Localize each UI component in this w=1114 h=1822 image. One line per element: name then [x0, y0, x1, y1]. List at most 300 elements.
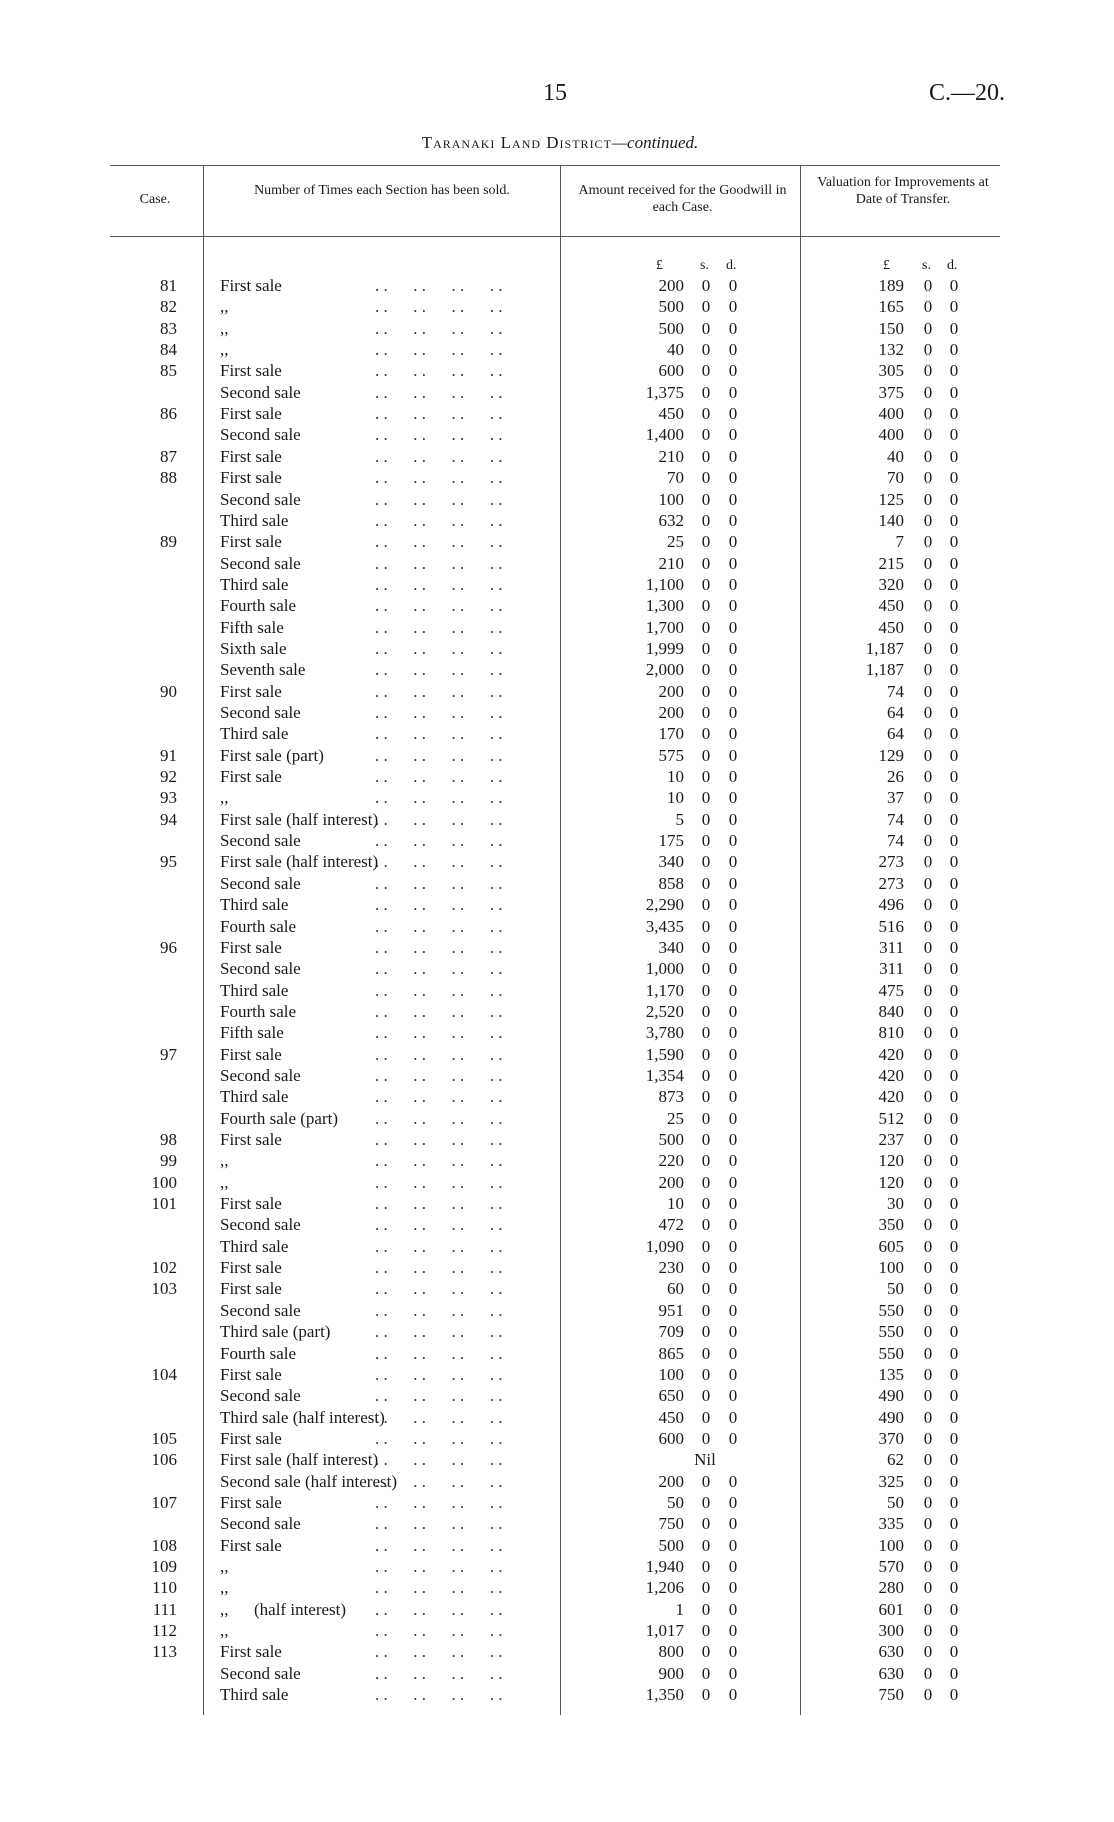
- valuation-shillings: 0: [923, 1279, 933, 1299]
- valuation-pence: 0: [949, 638, 959, 658]
- dot-leader: . . . . . . . .: [375, 1215, 503, 1235]
- goodwill-pounds-heading: £: [656, 258, 663, 273]
- valuation-shillings: 0: [923, 596, 933, 616]
- sale-description: Second sale: [220, 1514, 301, 1534]
- valuation-pounds: 135: [878, 1364, 904, 1384]
- sale-description: Third sale: [220, 574, 289, 594]
- goodwill-pounds: 100: [658, 489, 684, 509]
- sale-description: ,,: [220, 340, 229, 360]
- goodwill-pence: 0: [728, 425, 738, 445]
- valuation-pounds: 1,187: [865, 660, 904, 680]
- valuation-pence: 0: [949, 1172, 959, 1192]
- goodwill-pence: 0: [728, 1386, 738, 1406]
- dot-leader: . . . . . . . .: [375, 1599, 503, 1619]
- valuation-shillings: 0: [923, 873, 933, 893]
- goodwill-shillings: 0: [701, 297, 711, 317]
- valuation-shillings: 0: [923, 1322, 933, 1342]
- goodwill-pence: 0: [728, 1172, 738, 1192]
- goodwill-shillings: 0: [701, 1407, 711, 1427]
- dot-leader: . . . . . . . .: [375, 425, 503, 445]
- sale-description: Third sale: [220, 724, 289, 744]
- valuation-shillings: 0: [923, 361, 933, 381]
- goodwill-shillings: 0: [701, 1685, 711, 1705]
- valuation-shillings: 0: [923, 446, 933, 466]
- valuation-shillings: 0: [923, 916, 933, 936]
- goodwill-shillings: 0: [701, 703, 711, 722]
- table-row: [0, 318, 1114, 339]
- valuation-pounds: 311: [879, 959, 904, 979]
- sale-description: Second sale: [220, 382, 301, 402]
- sale-description: ,,: [220, 1172, 229, 1192]
- goodwill-shillings: 0: [701, 724, 711, 744]
- table-row: [0, 702, 1114, 723]
- valuation-pounds: 26: [887, 767, 904, 787]
- goodwill-pence: 0: [728, 468, 738, 488]
- valuation-pounds: 165: [878, 297, 904, 317]
- goodwill-pounds: 1,350: [645, 1685, 684, 1705]
- goodwill-pounds: 210: [658, 553, 684, 573]
- case-number: 83: [160, 318, 177, 338]
- valuation-pounds: 140: [878, 510, 904, 530]
- goodwill-shillings: 0: [701, 1087, 711, 1107]
- sale-description: Fourth sale (part): [220, 1108, 339, 1128]
- dot-leader: . . . . . . . .: [375, 1279, 503, 1299]
- goodwill-pence: 0: [728, 1279, 738, 1299]
- valuation-pence: 0: [949, 959, 959, 979]
- valuation-shillings: 0: [923, 1386, 933, 1406]
- case-number: 111: [152, 1599, 177, 1619]
- valuation-pounds: 50: [887, 1492, 904, 1512]
- sale-description: First sale: [220, 1044, 282, 1064]
- valuation-shillings: 0: [923, 703, 933, 722]
- valuation-shillings: 0: [923, 532, 933, 552]
- valuation-shillings: 0: [923, 1621, 933, 1641]
- sale-description: First sale (half interest): [220, 1450, 379, 1470]
- case-number: 95: [160, 852, 177, 872]
- goodwill-pounds: 500: [658, 1130, 684, 1149]
- valuation-pounds: 450: [878, 617, 904, 637]
- goodwill-pence: 0: [728, 446, 738, 466]
- goodwill-pence-heading: d.: [726, 258, 737, 273]
- table-row: [0, 382, 1114, 403]
- goodwill-pounds: 1,590: [645, 1044, 684, 1064]
- goodwill-pence: 0: [728, 1407, 738, 1427]
- valuation-shillings: 0: [923, 959, 933, 979]
- dot-leader: . . . . . . . .: [375, 340, 503, 360]
- dot-leader: . . . . . . . .: [375, 1663, 503, 1683]
- goodwill-pence: 0: [728, 1258, 738, 1278]
- valuation-shillings: 0: [923, 1172, 933, 1192]
- case-number: 88: [160, 468, 177, 488]
- goodwill-pence: 0: [728, 276, 738, 295]
- goodwill-pounds: 951: [658, 1300, 684, 1320]
- goodwill-pounds: 210: [658, 446, 684, 466]
- goodwill-pence: 0: [728, 1065, 738, 1085]
- valuation-pence: 0: [949, 1599, 959, 1619]
- valuation-pounds: 74: [887, 809, 904, 829]
- goodwill-shillings: 0: [701, 788, 711, 808]
- valuation-pounds: 74: [887, 681, 904, 701]
- valuation-pounds: 7: [895, 532, 904, 552]
- goodwill-pence: 0: [728, 1642, 738, 1662]
- case-number: 84: [160, 340, 177, 360]
- goodwill-pence: 0: [728, 1108, 738, 1128]
- valuation-shillings: 0: [923, 425, 933, 445]
- table-row: [0, 1556, 1114, 1577]
- goodwill-pounds: 600: [658, 1428, 684, 1448]
- goodwill-pence: 0: [728, 937, 738, 957]
- title-continued: —continued.: [611, 133, 699, 152]
- goodwill-shillings: 0: [701, 382, 711, 402]
- valuation-shillings-heading: s.: [922, 258, 931, 273]
- valuation-pounds: 496: [878, 895, 904, 915]
- goodwill-pence: 0: [728, 489, 738, 509]
- valuation-pence: 0: [949, 767, 959, 787]
- valuation-pounds: 215: [878, 553, 904, 573]
- valuation-pence: 0: [949, 681, 959, 701]
- valuation-pounds: 125: [878, 489, 904, 509]
- valuation-pounds: 570: [878, 1557, 904, 1576]
- sale-description: Seventh sale: [220, 660, 306, 680]
- goodwill-pence: 0: [728, 1151, 738, 1171]
- sale-description: ,,: [220, 318, 229, 338]
- goodwill-shillings: 0: [701, 532, 711, 552]
- goodwill-pounds: 230: [658, 1258, 684, 1278]
- valuation-pounds: 40: [887, 446, 904, 466]
- goodwill-pounds: 2,520: [645, 1001, 684, 1021]
- dot-leader: . . . . . . . .: [375, 532, 503, 552]
- dot-leader: . . . . . . . .: [375, 852, 503, 872]
- valuation-pounds: 273: [878, 873, 904, 893]
- dot-leader: . . . . . . . .: [375, 831, 503, 851]
- goodwill-shillings: 0: [701, 937, 711, 957]
- valuation-pounds: 100: [878, 1258, 904, 1278]
- valuation-shillings: 0: [923, 980, 933, 1000]
- goodwill-pounds: 632: [658, 510, 684, 530]
- sale-description: First sale: [220, 532, 282, 552]
- table-row: [0, 851, 1114, 872]
- sale-description: ,, (half interest): [220, 1599, 347, 1619]
- dot-leader: . . . . . . . .: [375, 1343, 503, 1363]
- valuation-pence: 0: [949, 1685, 959, 1705]
- valuation-pence: 0: [949, 745, 959, 765]
- goodwill-shillings: 0: [701, 895, 711, 915]
- dot-leader: . . . . . . . .: [375, 980, 503, 1000]
- goodwill-pounds: 10: [667, 1194, 684, 1214]
- dot-leader: . . . . . . . .: [375, 1258, 503, 1278]
- valuation-shillings: 0: [923, 404, 933, 424]
- goodwill-pence: 0: [728, 1471, 738, 1491]
- valuation-pounds: 64: [887, 703, 904, 722]
- dot-leader: . . . . . . . .: [375, 1322, 503, 1342]
- case-number: 90: [160, 681, 177, 701]
- sale-description: First sale (half interest): [220, 809, 379, 829]
- goodwill-pence: 0: [728, 1685, 738, 1705]
- valuation-pounds: 450: [878, 596, 904, 616]
- sale-description: Second sale: [220, 703, 301, 722]
- dot-leader: . . . . . . . .: [375, 297, 503, 317]
- valuation-shillings: 0: [923, 1194, 933, 1214]
- valuation-pence: 0: [949, 318, 959, 338]
- table-row: [0, 638, 1114, 659]
- table-row: [0, 1193, 1114, 1214]
- valuation-shillings: 0: [923, 1514, 933, 1534]
- goodwill-shillings: 0: [701, 1023, 711, 1043]
- goodwill-shillings: 0: [701, 489, 711, 509]
- sale-description: First sale (part): [220, 745, 324, 765]
- sale-description: Second sale: [220, 959, 301, 979]
- valuation-shillings: 0: [923, 1364, 933, 1384]
- sale-description: First sale: [220, 767, 282, 787]
- goodwill-pence: 0: [728, 1621, 738, 1641]
- goodwill-pounds: 900: [658, 1663, 684, 1683]
- table-row: [0, 1257, 1114, 1278]
- sale-description: Second sale: [220, 1300, 301, 1320]
- goodwill-pounds: 1,999: [645, 638, 684, 658]
- goodwill-shillings: 0: [701, 1215, 711, 1235]
- valuation-pence: 0: [949, 1578, 959, 1598]
- table-row: [0, 275, 1114, 296]
- goodwill-pence: 0: [728, 382, 738, 402]
- dot-leader: . . . . . . . .: [375, 617, 503, 637]
- page-number: 15: [543, 80, 567, 106]
- goodwill-pounds: 70: [667, 468, 684, 488]
- sale-description: First sale: [220, 468, 282, 488]
- sale-description: Fourth sale: [220, 1343, 297, 1363]
- goodwill-shillings: 0: [701, 1130, 711, 1149]
- case-number: 96: [160, 937, 177, 957]
- goodwill-pounds: 600: [658, 361, 684, 381]
- table-row: [0, 1620, 1114, 1641]
- sale-description: Third sale: [220, 1236, 289, 1256]
- valuation-pence: 0: [949, 382, 959, 402]
- valuation-pounds: 120: [878, 1172, 904, 1192]
- table-row: [0, 553, 1114, 574]
- table-row: [0, 745, 1114, 766]
- table-row: [0, 1150, 1114, 1171]
- goodwill-pence: 0: [728, 1300, 738, 1320]
- goodwill-pounds: 40: [667, 340, 684, 360]
- goodwill-pence: 0: [728, 959, 738, 979]
- valuation-pence: 0: [949, 1322, 959, 1342]
- goodwill-pence: 0: [728, 767, 738, 787]
- dot-leader: . . . . . . . .: [375, 1364, 503, 1384]
- sale-description: First sale: [220, 276, 282, 295]
- dot-leader: . . . . . . . .: [375, 767, 503, 787]
- table-row: [0, 1065, 1114, 1086]
- table-row: [0, 1214, 1114, 1235]
- goodwill-pence: 0: [728, 340, 738, 360]
- sale-description: ,,: [220, 1151, 229, 1171]
- goodwill-shillings: 0: [701, 852, 711, 872]
- valuation-pence: 0: [949, 916, 959, 936]
- goodwill-pence: 0: [728, 1215, 738, 1235]
- valuation-shillings: 0: [923, 1151, 933, 1171]
- goodwill-shillings: 0: [701, 1364, 711, 1384]
- valuation-shillings: 0: [923, 1108, 933, 1128]
- valuation-pence: 0: [949, 489, 959, 509]
- valuation-shillings: 0: [923, 468, 933, 488]
- sale-description: First sale: [220, 1364, 282, 1384]
- table-row: [0, 1321, 1114, 1342]
- valuation-pence: 0: [949, 980, 959, 1000]
- sale-description: Third sale (part): [220, 1322, 331, 1342]
- valuation-pence: 0: [949, 1258, 959, 1278]
- case-number: 89: [160, 532, 177, 552]
- dot-leader: . . . . . . . .: [375, 382, 503, 402]
- valuation-pence: 0: [949, 361, 959, 381]
- dot-leader: . . . . . . . .: [375, 1236, 503, 1256]
- goodwill-pounds: 200: [658, 1471, 684, 1491]
- dot-leader: . . . . . . . .: [375, 446, 503, 466]
- valuation-pounds: 1,187: [865, 638, 904, 658]
- valuation-pence: 0: [949, 1023, 959, 1043]
- case-number: 113: [152, 1642, 177, 1662]
- table-row: [0, 296, 1114, 317]
- goodwill-shillings: 0: [701, 276, 711, 295]
- valuation-shillings: 0: [923, 681, 933, 701]
- table-row: [0, 1300, 1114, 1321]
- case-number: 103: [151, 1279, 177, 1299]
- valuation-pounds: 375: [878, 382, 904, 402]
- case-number: 82: [160, 297, 177, 317]
- sale-description: ,,: [220, 788, 229, 808]
- goodwill-shillings: 0: [701, 1428, 711, 1448]
- goodwill-pence: 0: [728, 318, 738, 338]
- goodwill-shillings: 0: [701, 1044, 711, 1064]
- goodwill-shillings: 0: [701, 1642, 711, 1662]
- case-number: 104: [151, 1364, 177, 1384]
- valuation-pounds: 512: [878, 1108, 904, 1128]
- dot-leader: . . . . . . . .: [375, 809, 503, 829]
- valuation-shillings: 0: [923, 1236, 933, 1256]
- sale-description: Third sale: [220, 1685, 289, 1705]
- valuation-pounds: 370: [878, 1428, 904, 1448]
- sale-description: Fourth sale: [220, 916, 297, 936]
- valuation-pounds: 490: [878, 1407, 904, 1427]
- sale-description: First sale: [220, 1130, 282, 1149]
- goodwill-pounds: 25: [667, 532, 684, 552]
- table-row: [0, 1663, 1114, 1684]
- table-row: [0, 424, 1114, 445]
- goodwill-shillings: 0: [701, 660, 711, 680]
- dot-leader: . . . . . . . .: [375, 361, 503, 381]
- goodwill-pounds: 800: [658, 1642, 684, 1662]
- goodwill-shillings: 0: [701, 638, 711, 658]
- dot-leader: . . . . . . . .: [375, 318, 503, 338]
- sale-description: First sale: [220, 404, 282, 424]
- sale-description: Third sale: [220, 1087, 289, 1107]
- valuation-shillings: 0: [923, 724, 933, 744]
- valuation-pounds: 30: [887, 1194, 904, 1214]
- valuation-pence: 0: [949, 1044, 959, 1064]
- sale-description: Fourth sale: [220, 596, 297, 616]
- goodwill-pounds: 1,354: [645, 1065, 684, 1085]
- sale-description: First sale: [220, 1642, 282, 1662]
- dot-leader: . . . . . . . .: [375, 1685, 503, 1705]
- valuation-pounds-heading: £: [883, 258, 890, 273]
- table-row: [0, 766, 1114, 787]
- goodwill-pence: 0: [728, 1428, 738, 1448]
- goodwill-shillings: 0: [701, 1001, 711, 1021]
- sale-description: First sale (half interest): [220, 852, 379, 872]
- goodwill-shillings: 0: [701, 1108, 711, 1128]
- valuation-pence: 0: [949, 895, 959, 915]
- goodwill-pounds: 1,090: [645, 1236, 684, 1256]
- goodwill-pence: 0: [728, 1130, 738, 1149]
- valuation-pounds: 70: [887, 468, 904, 488]
- valuation-pounds: 630: [878, 1642, 904, 1662]
- goodwill-pounds: 25: [667, 1108, 684, 1128]
- sale-description: First sale: [220, 1492, 282, 1512]
- case-number: 87: [160, 446, 177, 466]
- goodwill-pounds: 500: [658, 1535, 684, 1555]
- goodwill-pence: 0: [728, 1044, 738, 1064]
- case-number: 91: [160, 745, 177, 765]
- goodwill-pounds: 450: [658, 1407, 684, 1427]
- valuation-shillings: 0: [923, 1428, 933, 1448]
- goodwill-pounds: 2,290: [645, 895, 684, 915]
- valuation-pence: 0: [949, 1492, 959, 1512]
- dot-leader: . . . . . . . .: [375, 1471, 503, 1491]
- document-reference: C.—20.: [928, 80, 1005, 106]
- goodwill-pounds: 1,000: [645, 959, 684, 979]
- valuation-pounds: 311: [879, 937, 904, 957]
- dot-leader: . . . . . . . .: [375, 703, 503, 722]
- goodwill-pounds: 709: [658, 1322, 684, 1342]
- goodwill-pounds: 472: [658, 1215, 684, 1235]
- table-title: [300, 133, 820, 153]
- sale-description: ,,: [220, 1578, 229, 1598]
- goodwill-shillings: 0: [701, 767, 711, 787]
- goodwill-pounds: 175: [658, 831, 684, 851]
- valuation-pence: 0: [949, 468, 959, 488]
- goodwill-pence: 0: [728, 895, 738, 915]
- goodwill-pence: 0: [728, 361, 738, 381]
- dot-leader: . . . . . . . .: [375, 1621, 503, 1641]
- goodwill-pounds: 1,940: [645, 1557, 684, 1576]
- case-number: 100: [151, 1172, 177, 1192]
- dot-leader: . . . . . . . .: [375, 1300, 503, 1320]
- valuation-pence: 0: [949, 1215, 959, 1235]
- dot-leader: . . . . . . . .: [375, 1386, 503, 1406]
- table-row: [0, 1129, 1114, 1150]
- dot-leader: . . . . . . . .: [375, 1108, 503, 1128]
- valuation-pence: 0: [949, 596, 959, 616]
- valuation-pounds: 64: [887, 724, 904, 744]
- dot-leader: . . . . . . . .: [375, 1535, 503, 1555]
- valuation-shillings: 0: [923, 1065, 933, 1085]
- valuation-pence: 0: [949, 1428, 959, 1448]
- case-number: 94: [160, 809, 177, 829]
- valuation-pence: 0: [949, 276, 959, 295]
- goodwill-pounds: 10: [667, 788, 684, 808]
- sale-description: Sixth sale: [220, 638, 287, 658]
- valuation-shillings: 0: [923, 297, 933, 317]
- table-row: [0, 659, 1114, 680]
- valuation-shillings: 0: [923, 937, 933, 957]
- valuation-pence: 0: [949, 1364, 959, 1384]
- goodwill-pence: 0: [728, 745, 738, 765]
- case-number: 97: [160, 1044, 177, 1064]
- goodwill-nil: Nil: [694, 1450, 716, 1470]
- goodwill-pounds: 1: [675, 1599, 684, 1619]
- case-number: 108: [151, 1535, 177, 1555]
- table-row: [0, 958, 1114, 979]
- table-row: [0, 1278, 1114, 1299]
- goodwill-shillings: 0: [701, 1279, 711, 1299]
- dot-leader: . . . . . . . .: [375, 468, 503, 488]
